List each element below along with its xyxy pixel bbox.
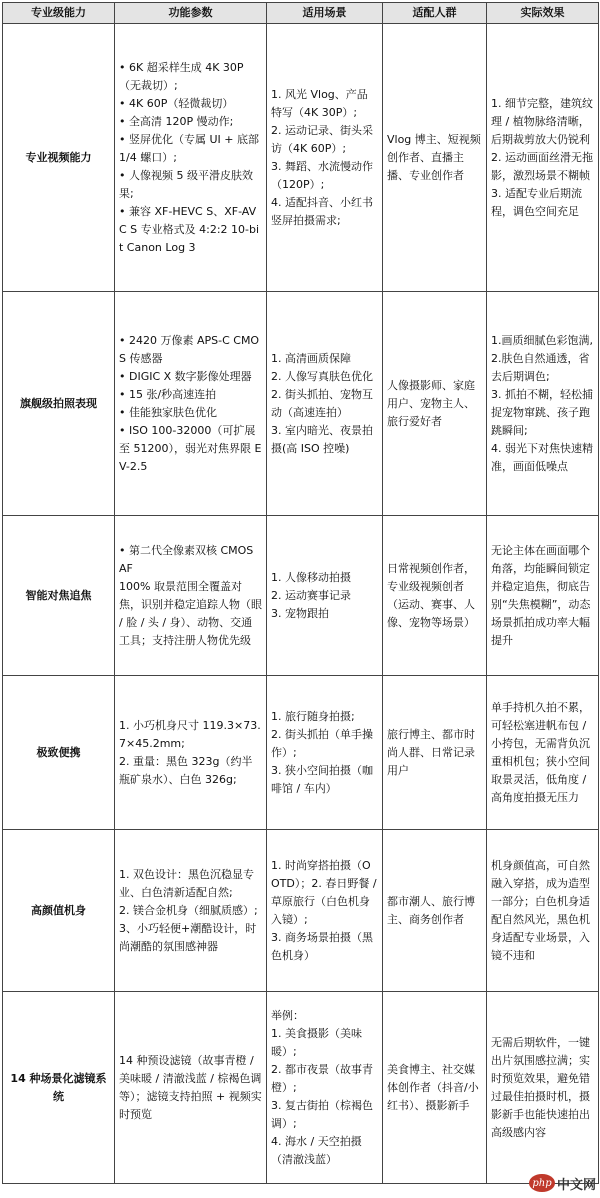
cell-line: 2. 人像写真肤色优化 [271,369,373,383]
row-scenes-cell [267,676,383,830]
cell-line: • 全高清 120P 慢动作; [119,114,234,128]
cell-line: 美食博主、社交媒体创作者（抖音/小红书）、摄影新手 [387,1062,479,1112]
cell-line: 1. 风光 Vlog、产品特写（4K 30P）; [271,87,368,119]
cell-line: 100% 取景范围全覆盖对焦，识别并稳定追踪人物（眼 / 脸 / 头 / 身）、动物、交通工具；支持注册人物优先级 [119,579,262,647]
row-capability: 高颜值机身 [3,830,115,992]
cell-line: • 佳能独家肤色优化 [119,405,217,419]
cell-line: 日常视频创作者，专业级视频创者（运动、赛事、人像、宠物等场景） [387,561,475,629]
row-effects-cell [487,24,599,292]
cell-line: 机身颜值高，可自然融入穿搭，成为造型一部分；白色机身适配自然风光，黑色机身适配专业场景，入镜不违和 [491,858,590,962]
header-effects: 实际效果 [487,3,599,24]
row-scenes-cell [267,24,383,292]
cell-line: • 第二代全像素双核 CMOS AF [119,543,254,575]
cell-line: 1. 小巧机身尺寸 119.3×73.7×45.2mm; [119,718,261,750]
cell-line: • 兼容 XF-HEVC S、XF-AVC S 专业格式及 4:2:2 10-bit Canon Log 3 [119,204,260,254]
row-scenes-cell [267,516,383,676]
cell-line: 3. 适配专业后期流程，调色空间充足 [491,186,582,218]
row-capability: 旗舰级拍照表现 [3,292,115,516]
watermark-text: 中文网 [556,1177,596,1193]
header-capability: 专业级能力 [3,3,115,24]
header-scenes: 适用场景 [267,3,383,24]
table-row [3,292,599,516]
table-row [3,830,599,992]
feature-table [2,2,599,1184]
row-scenes-cell [267,830,383,992]
cell-line: 无论主体在画面哪个角落，均能瞬间锁定并稳定追焦，彻底告别“失焦模糊”，动态场景抓拍成功率大幅提升 [491,543,591,647]
row-params-cell [115,830,267,992]
cell-line: 人像摄影师、家庭用户、宠物主人、旅行爱好者 [387,378,475,428]
cell-line: • 2420 万像素 APS-C CMOS 传感器 [119,333,260,365]
cell-line: 举例： [271,1008,304,1022]
cell-line: 2. 街头抓拍（单手操作）; [271,727,373,759]
row-params-cell [115,992,267,1184]
cell-line: 1. 旅行随身拍摄; [271,709,355,723]
watermark-badge: php [529,1174,555,1192]
cell-line: • 4K 60P（轻微裁切） [119,96,234,110]
row-capability: 14 种场景化滤镜系统 [3,992,115,1184]
cell-line: 3. 狭小空间拍摄（咖啡馆 / 车内） [271,763,373,795]
row-people-cell [383,24,487,292]
cell-line: 1. 人像移动拍摄 [271,570,351,584]
table-row [3,24,599,292]
cell-line: 旅行博主、都市时尚人群、日常记录用户 [387,727,475,777]
cell-line: 3、小巧轻便+潮酷设计，时尚潮酷的氛围感神器 [119,921,257,953]
cell-line: Vlog 博主、短视频创作者、直播主播、专业创作者 [387,132,481,182]
cell-line: 2. 运动赛事记录 [271,588,351,602]
cell-line: 2. 镁合金机身（细腻质感）; [119,903,258,917]
cell-line: 1. 高清画质保障 [271,351,351,365]
cell-line: 单手持机久拍不累，可轻松塞进帆布包 / 小挎包，无需背负沉重相机包；狭小空间取景灵活，低角度 / 高角度拍摄无压力 [491,700,590,804]
row-params-cell [115,676,267,830]
cell-line: 14 种预设滤镜（故事青橙 / 美味暖 / 清澈浅蓝 / 棕褐色调等）；滤镜支持拍照 + 视频实时预览 [119,1053,262,1121]
table-row [3,992,599,1184]
cell-line: 3. 商务场景拍摄（黑色机身） [271,930,373,962]
cell-line: 4. 适配抖音、小红书竖屏拍摄需求; [271,195,373,227]
row-capability: 智能对焦追焦 [3,516,115,676]
row-effects-cell [487,516,599,676]
row-people-cell [383,992,487,1184]
cell-line: 无需后期软件，一键出片氛围感拉满；实时预览效果，避免错过最佳拍摄时机，摄影新手也能快速拍出高级感内容 [491,1035,590,1139]
table-row [3,676,599,830]
row-scenes-cell [267,992,383,1184]
cell-line: 2.肤色自然通透，省去后期调色; [491,351,590,383]
row-capability: 专业视频能力 [3,24,115,292]
cell-line: 1. 时尚穿搭拍摄（OOTD）；2. 春日野餐 / 草原旅行（白色机身入镜）; [271,858,377,926]
row-params-cell [115,292,267,516]
cell-line: • 竖屏优化（专属 UI + 底部 1/4 螺口）; [119,132,259,164]
row-effects-cell [487,676,599,830]
cell-line: 3. 抓拍不糊，轻松捕捉宠物窜跳、孩子跑跳瞬间; [491,387,593,437]
cell-line: 2. 都市夜景（故事青橙）; [271,1062,373,1094]
cell-line: 1.画质细腻色彩饱满, [491,333,593,347]
site-watermark [529,1172,596,1194]
cell-line: 1. 双色设计：黑色沉稳显专业、白色清新适配自然; [119,867,254,899]
header-row [3,3,599,24]
table-row [3,516,599,676]
row-params-cell [115,24,267,292]
cell-line: 4. 海水 / 天空拍摄（清澈浅蓝） [271,1134,362,1166]
row-params-cell [115,516,267,676]
cell-line: 3. 舞蹈、水流慢动作（120P）; [271,159,373,191]
cell-line: 都市潮人、旅行博主、商务创作者 [387,894,475,926]
row-effects-cell [487,992,599,1184]
cell-line: • 人像视频 5 级平滑皮肤效果; [119,168,253,200]
cell-line: 1. 美食摄影（美味暖）; [271,1026,362,1058]
cell-line: 2. 重量：黑色 323g（约半瓶矿泉水）、白色 326g; [119,754,253,786]
row-capability: 极致便携 [3,676,115,830]
cell-line: 3. 复古街拍（棕褐色调）; [271,1098,373,1130]
cell-line: • DIGIC X 数字影像处理器 [119,369,252,383]
cell-line: • 6K 超采样生成 4K 30P（无裁切）; [119,60,244,92]
row-effects-cell [487,830,599,992]
row-people-cell [383,516,487,676]
cell-line: • 15 张/秒高速连拍 [119,387,217,401]
cell-line: 3. 室内暗光、夜景拍摄(高 ISO 控噪) [271,423,373,455]
cell-line: • ISO 100-32000（可扩展至 51200），弱光对焦界限 EV-2.5 [119,423,262,473]
cell-line: 1. 细节完整，建筑纹理 / 植物脉络清晰，后期裁剪放大仍锐利 [491,96,593,146]
row-people-cell [383,830,487,992]
cell-line: 3. 宠物跟拍 [271,606,329,620]
row-effects-cell [487,292,599,516]
row-people-cell [383,292,487,516]
cell-line: 2. 运动记录、街头采访（4K 60P）; [271,123,373,155]
row-scenes-cell [267,292,383,516]
cell-line: 2. 运动画面丝滑无拖影，激烈场景不糊帧 [491,150,593,182]
header-params: 功能参数 [115,3,267,24]
cell-line: 2. 街头抓拍、宠物互动（高速连拍） [271,387,373,419]
row-people-cell [383,676,487,830]
cell-line: 4. 弱光下对焦快速精准，画面低噪点 [491,441,593,473]
header-people: 适配人群 [383,3,487,24]
